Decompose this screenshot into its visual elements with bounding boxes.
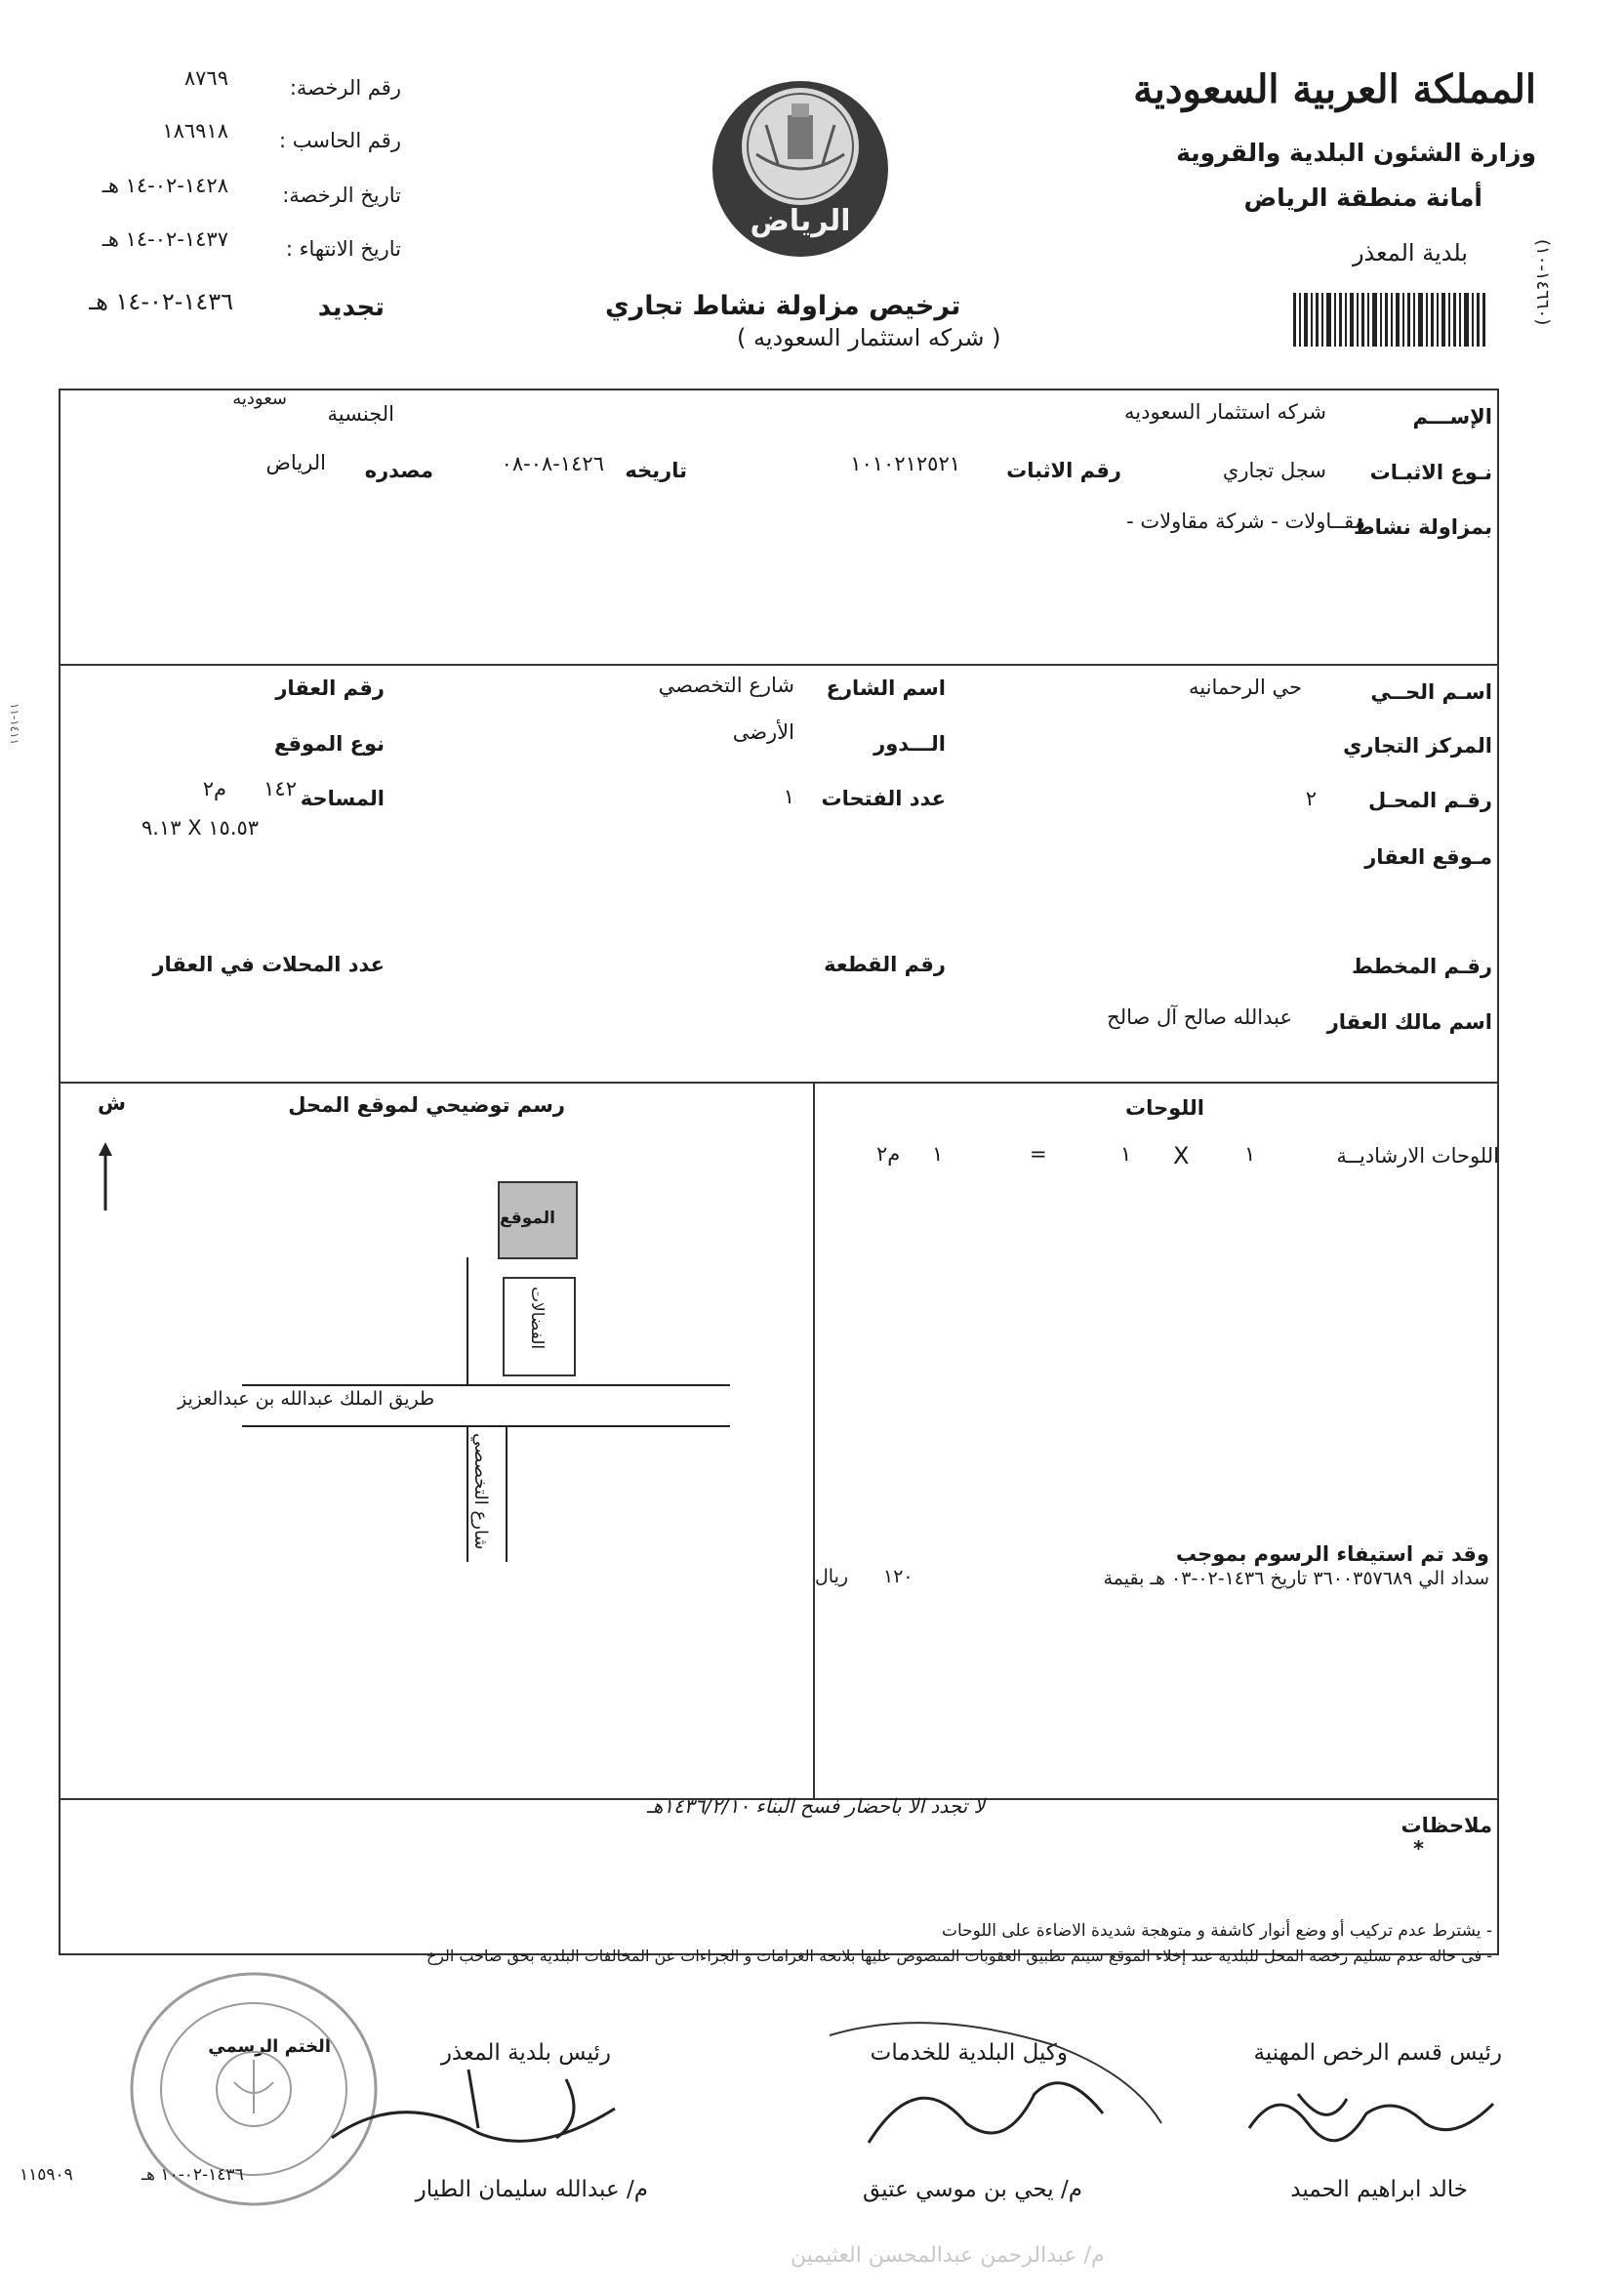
boards-count: ١ <box>1244 1142 1256 1166</box>
nationality-value: سعوديه <box>232 389 287 409</box>
floor-value: الأرضى <box>732 720 794 744</box>
neighbor-label: الفضالات <box>527 1287 547 1350</box>
amana-name: أمانة منطقة الرياض <box>1243 184 1482 212</box>
shops-count-label: عدد المحلات في العقار <box>152 953 385 976</box>
column-divider <box>813 1082 815 1798</box>
openings-value: ١ <box>783 785 794 808</box>
name-value: شركه استثمار السعوديه <box>1124 400 1326 424</box>
signature-2 <box>810 2006 1181 2162</box>
signer3-title: رئيس بلدية المعذر <box>440 2040 611 2066</box>
commercial-center-label: المركز التجاري <box>1343 734 1492 758</box>
district-value: حي الرحمانيه <box>1189 676 1302 699</box>
license-date-label: تاريخ الرخصة: <box>282 184 401 207</box>
seal-number: ١١٥٩٠٩ <box>20 2165 73 2185</box>
fees-amount: ١٢٠ <box>883 1566 914 1587</box>
property-location-label: مـوقع العقار <box>1364 845 1492 869</box>
district-label: اسـم الحــي <box>1370 680 1492 704</box>
signer3-name: م/ عبدالله سليمان الطيار <box>415 2177 648 2202</box>
street-value: شارع التخصصي <box>658 674 794 697</box>
fees-title: وقد تم استيفاء الرسوم بموجب <box>1175 1542 1489 1566</box>
activity-label: بمزاولة نشاط <box>1353 515 1492 539</box>
document-title: ترخيص مزاولة نشاط تجاري <box>605 291 961 321</box>
signer2-name: م/ يحي بن موسي عتيق <box>863 2177 1082 2202</box>
proof-no-label: رقم الاثبات <box>1006 459 1121 482</box>
signature-1 <box>1239 2074 1503 2152</box>
side-reference-number: (١٤٦٦٠-١٠) <box>1532 239 1553 326</box>
condition-2: - فى حالة عدم تسليم رخصة المحل للبلدية عند إخلاء الموقع سيتم تطبيق العقوبات المنصوص عليها بلانحة الغرامات و الجزاءات عن المخالفات البلدية بحق صاحب الرخ <box>426 1947 1492 1965</box>
floor-label: الـــدور <box>873 732 946 756</box>
shop-no-label: رقـم المحـل <box>1367 789 1492 812</box>
riyadh-logo <box>708 76 893 262</box>
signature-3 <box>322 2050 634 2157</box>
side-road-label: شارع التخصصي <box>470 1433 491 1550</box>
site-label: الموقع <box>500 1209 556 1228</box>
kingdom-title: المملكة العربية السعودية <box>1133 66 1536 112</box>
section-divider-1 <box>59 664 1499 666</box>
seal-date: ١٤٣٦-٠٢-١٠ هـ <box>142 2165 244 2185</box>
notes-label: ملاحظات <box>1401 1814 1492 1837</box>
proof-type-value: سجل تجاري <box>1222 459 1326 482</box>
fees-line: سداد الي ٣٦٠٠٣٥٧٦٨٩ تاريخ ١٤٣٦-٠٢-٠٣ هـ بقيمة <box>1103 1568 1489 1589</box>
nationality-label: الجنسية <box>327 402 394 426</box>
site-type-label: نوع الموقع <box>273 732 385 756</box>
dimensions-value: ٩.١٣ X ١٥.٥٣ <box>142 816 260 840</box>
openings-label: عدد الفتحات <box>821 787 946 810</box>
road-edge-side-left <box>467 1425 468 1562</box>
license-no-value: ٨٧٦٩ <box>183 66 228 90</box>
shop-no-value: ٢ <box>1305 787 1317 810</box>
boards-times: X <box>1173 1142 1190 1169</box>
proof-type-label: نـوع الاثبـات <box>1369 461 1492 484</box>
computer-no-value: ١٨٦٩١٨ <box>162 119 228 143</box>
boards-title: اللوحات <box>1125 1096 1204 1120</box>
plot-no-label: رقم القطعة <box>824 953 946 976</box>
computer-no-label: رقم الحاسب : <box>279 129 401 152</box>
name-label: الإســـم <box>1412 405 1492 429</box>
signer1-name: خالد ابراهيم الحميد <box>1290 2177 1468 2202</box>
activity-value: مقــاولات - شركة مقاولات - <box>1126 510 1365 533</box>
sketch-title: رسم توضيحي لموقع المحل <box>288 1093 565 1117</box>
boards-size: ١ <box>1120 1142 1132 1166</box>
boards-equals: = <box>1030 1142 1047 1166</box>
municipality-name: بلدية المعذر <box>1352 239 1468 266</box>
barcode <box>1293 293 1488 347</box>
road-edge-north <box>467 1257 468 1384</box>
document-subtitle: ( شركه استثمار السعوديه ) <box>737 324 1001 351</box>
area-value: ١٤٢ <box>264 777 297 800</box>
boards-unit: م٢ <box>876 1142 901 1166</box>
owner-label: اسم مالك العقار <box>1326 1010 1492 1034</box>
side-margin-number: ١٤١١-١١ <box>8 703 21 746</box>
expiry-label: تاريخ الانتهاء : <box>285 237 401 261</box>
fees-currency: ريال <box>815 1566 849 1587</box>
expiry-date-value: ١٤٣٧-٠٢-١٤ هـ <box>102 227 228 251</box>
condition-1: - يشترط عدم تركيب أو وضع أنوار كاشفة و متوهجة شديدة الاضاءة على اللوحات <box>941 1921 1492 1941</box>
road-edge-side-right <box>506 1425 508 1562</box>
logo-text: الرياض <box>750 204 851 238</box>
license-frame <box>59 389 1499 1955</box>
property-no-label: رقم العقار <box>275 676 385 700</box>
area-unit: م٢ <box>202 777 226 800</box>
ministry-name: وزارة الشئون البلدية والقروية <box>1176 139 1536 167</box>
owner-value: عبدالله صالح آل صالح <box>1107 1005 1292 1029</box>
road-edge-main-bottom <box>242 1425 730 1427</box>
signer1-title: رئيس قسم الرخص المهنية <box>1253 2040 1502 2066</box>
renewal-label: تجديد <box>317 293 385 322</box>
road-junction <box>467 1386 468 1425</box>
renewal-date-value: ١٤٣٦-٠٢-١٤ هـ <box>89 288 233 315</box>
source-value: الرياض <box>265 451 326 474</box>
section-divider-2 <box>59 1082 1499 1084</box>
handwritten-note: لا تجدد الا باحضار فسح البناء ١٤٣٦/٢/١٠هـ <box>646 1794 985 1818</box>
north-arrow-icon <box>94 1142 117 1212</box>
proof-date-value: ١٤٢٦-٠٨-٠٨ <box>501 452 604 475</box>
area-label: المساحة <box>300 787 385 810</box>
source-label: مصدره <box>364 459 433 482</box>
boards-total: ١ <box>932 1142 944 1166</box>
proof-no-value: ١٠١٠٢١٢٥٢١ <box>850 452 960 475</box>
north-label: ش <box>98 1091 126 1115</box>
license-no-label: رقم الرخصة: <box>289 76 401 100</box>
proof-date-label: تاريخه <box>625 459 687 482</box>
street-label: اسم الشارع <box>826 676 946 700</box>
notes-bullet: * <box>1413 1837 1424 1861</box>
guide-boards-label: اللوحات الارشاديــة <box>1336 1144 1499 1168</box>
official-seal-title: الختم الرسمي <box>208 2036 331 2057</box>
signer2-title: وكيل البلدية للخدمات <box>870 2040 1068 2066</box>
road-edge-main-top <box>242 1384 730 1386</box>
license-date-value: ١٤٢٨-٠٢-١٤ هـ <box>102 174 228 197</box>
plan-no-label: رقـم المخطط <box>1351 955 1492 978</box>
main-road-label: طريق الملك عبدالله بن عبدالعزيز <box>178 1388 435 1410</box>
faint-footer-text: م/ عبدالرحمن عبدالمحسن العثيمين <box>791 2243 1105 2268</box>
